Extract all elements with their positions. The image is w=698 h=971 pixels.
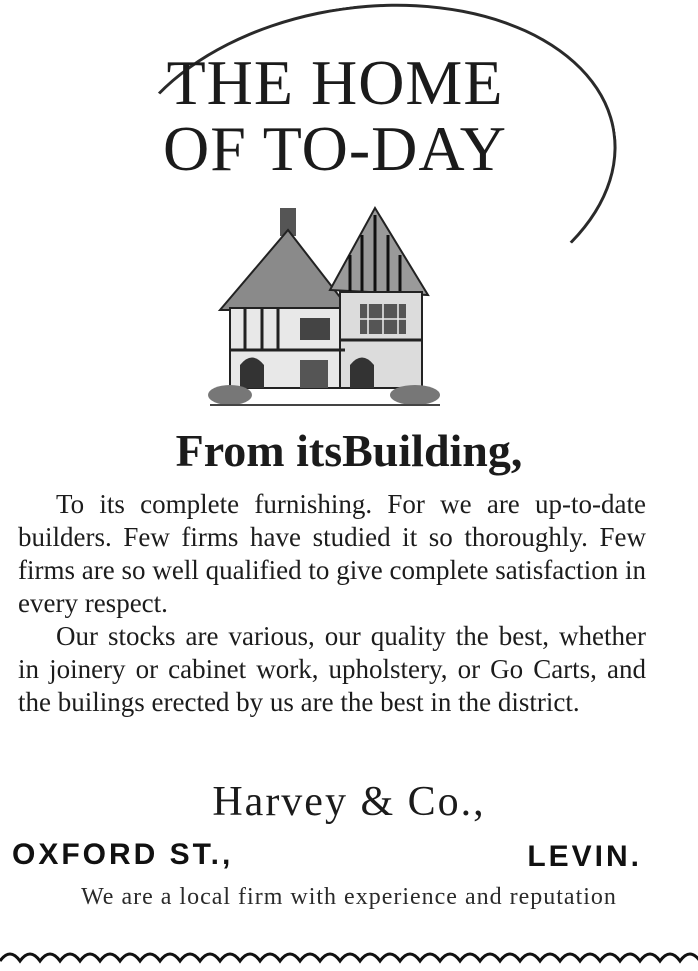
headline-line-2: OF TO-DAY: [163, 113, 507, 184]
body-copy: [18, 488, 646, 719]
paragraph-1: To its complete furnishing. For we are up-to-date builders. Few firms have studied it so thoroughly. Few firms are so well qualified to give complete satisfaction in every respect.: [18, 489, 646, 618]
tudor-house-icon: [200, 200, 450, 410]
street-address: OXFORD ST.,: [12, 838, 234, 871]
headline-line-1: THE HOME: [166, 47, 504, 118]
firm-name: Harvey & Co.,: [212, 779, 486, 825]
wavy-border-icon: [0, 945, 698, 971]
paragraph-2: Our stocks are various, our quality the best, whether in joinery or cabinet work, upholstery, or Go Carts, and the builings erected by us are the best in the district.: [18, 621, 646, 717]
tagline: We are a local firm with experience and reputation: [81, 884, 617, 910]
subheadline: From itsBuilding,: [175, 425, 523, 476]
town-name: LEVIN.: [527, 840, 642, 873]
headline: [150, 47, 520, 184]
